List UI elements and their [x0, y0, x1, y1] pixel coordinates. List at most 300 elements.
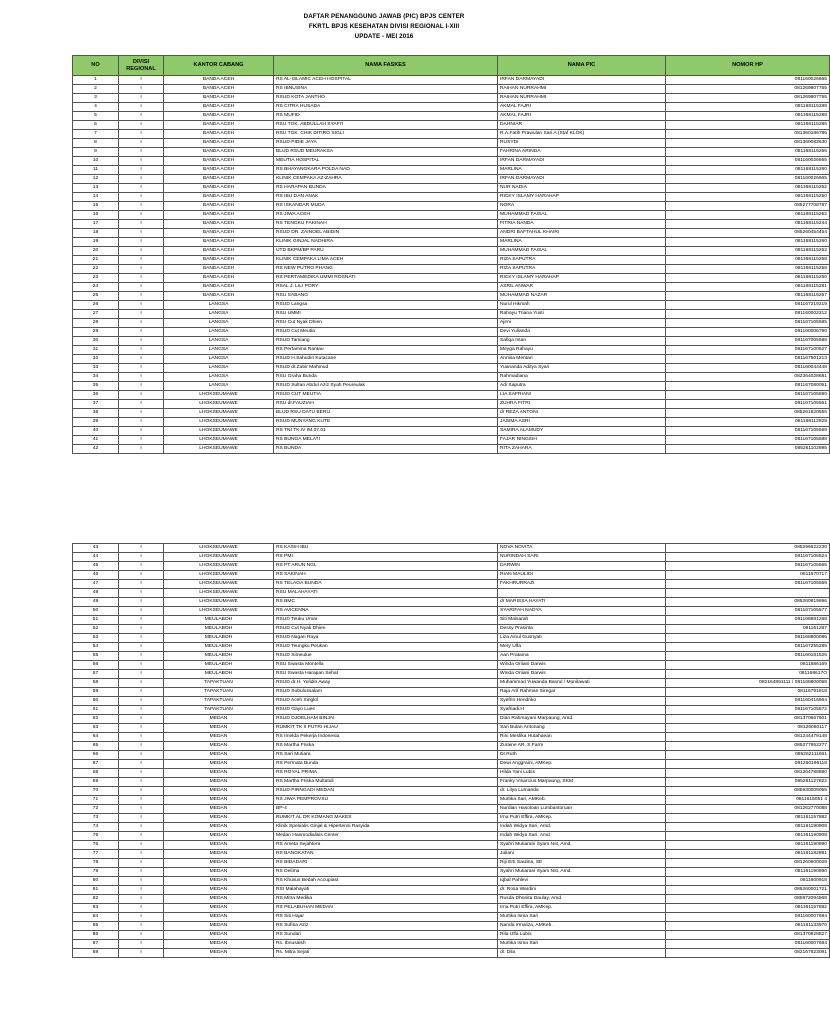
cell-kantor-cabang: MEULABOH: [164, 652, 274, 661]
cell-nama-pic: AKMAL FAJRI: [498, 103, 666, 112]
cell-kantor-cabang: MEULABOH: [164, 616, 274, 625]
cell-divisi-regional: I: [119, 346, 164, 355]
cell-nama-pic: DARWIN: [498, 562, 666, 571]
cell-no: 22: [73, 265, 119, 274]
cell-kantor-cabang: LANGSA: [164, 337, 274, 346]
cell-divisi-regional: I: [119, 895, 164, 904]
cell-no: 68: [73, 769, 119, 778]
cell-no: 43: [73, 544, 119, 553]
cell-nama-pic: RICKY ISLAMY HARAHAP: [498, 193, 666, 202]
cell-no: 79: [73, 868, 119, 877]
cell-kantor-cabang: LHOKSEUMAWE: [164, 607, 274, 616]
cell-nama-faskes: RS SAKINAH: [274, 571, 498, 580]
table-row: [73, 256, 830, 265]
table-row: [73, 724, 830, 733]
cell-divisi-regional: I: [119, 409, 164, 418]
cell-nomor-hp: 0811670717: [666, 571, 830, 580]
cell-kantor-cabang: MEDAN: [164, 742, 274, 751]
cell-divisi-regional: I: [119, 949, 164, 958]
cell-no: 63: [73, 724, 119, 733]
cell-nama-pic: Aan Pratama: [498, 652, 666, 661]
cell-nama-faskes: RSUD MUNYANG KUTE: [274, 418, 498, 427]
cell-nama-faskes: RS Sari Mutiara: [274, 751, 498, 760]
cell-kantor-cabang: BANDA ACEH: [164, 130, 274, 139]
table-row: [73, 328, 830, 337]
header-kantor-cabang: KANTOR CABANG: [164, 56, 274, 76]
table-row: [73, 715, 830, 724]
cell-kantor-cabang: MEDAN: [164, 733, 274, 742]
cell-no: 66: [73, 751, 119, 760]
cell-divisi-regional: I: [119, 724, 164, 733]
table-row: [73, 94, 830, 103]
cell-no: 71: [73, 796, 119, 805]
cell-nomor-hp: 081160007684: [666, 940, 830, 949]
cell-kantor-cabang: MEULABOH: [164, 670, 274, 679]
cell-nama-faskes: RS Martha Friska: [274, 742, 498, 751]
cell-no: 56: [73, 661, 119, 670]
cell-nomor-hp: 081167255285: [666, 643, 830, 652]
cell-divisi-regional: I: [119, 112, 164, 121]
table-row: [73, 859, 830, 868]
pic-table-part-1: [72, 55, 830, 454]
table-row: [73, 193, 830, 202]
cell-nomor-hp: 081161133970: [666, 922, 830, 931]
cell-nomor-hp: 0811600918: [666, 877, 830, 886]
table-row: [73, 778, 830, 787]
cell-nama-faskes: Rs. Mitra Sejati: [274, 949, 498, 958]
cell-nama-pic: IRFAN DARMAYADI: [498, 175, 666, 184]
cell-nama-pic: Riji Erti Saulina, SE: [498, 859, 666, 868]
table-row: [73, 400, 830, 409]
cell-no: 39: [73, 418, 119, 427]
cell-no: 44: [73, 553, 119, 562]
table-row: [73, 562, 830, 571]
cell-nama-faskes: RSUD Subulussalam: [274, 688, 498, 697]
cell-no: 11: [73, 166, 119, 175]
cell-nama-pic: RITA ZAHARA: [498, 445, 666, 454]
cell-divisi-regional: I: [119, 571, 164, 580]
cell-nama-faskes: RSUD Langsa: [274, 301, 498, 310]
cell-divisi-regional: I: [119, 103, 164, 112]
cell-nomor-hp: 081168115262: [666, 247, 830, 256]
cell-divisi-regional: I: [119, 400, 164, 409]
cell-divisi-regional: I: [119, 283, 164, 292]
cell-nama-pic: FAHRINA ARINDA: [498, 148, 666, 157]
cell-nama-faskes: RSUD Cut Nyak Dhien: [274, 625, 498, 634]
cell-divisi-regional: I: [119, 589, 164, 598]
cell-divisi-regional: I: [119, 931, 164, 940]
cell-nomor-hp: 081269807755: [666, 85, 830, 94]
cell-nama-pic: Syahri Mutiarani Syam Nst, Amd.: [498, 841, 666, 850]
cell-divisi-regional: I: [119, 364, 164, 373]
cell-nama-pic: Syafriadi.H: [498, 706, 666, 715]
table-row: [73, 247, 830, 256]
cell-nama-pic: IRFAN DARMAYADI: [498, 76, 666, 85]
cell-nomor-hp: 0811615051 4: [666, 796, 830, 805]
cell-no: 80: [73, 877, 119, 886]
table-row: [73, 922, 830, 931]
cell-no: 27: [73, 310, 119, 319]
cell-nomor-hp: 081168115288: [666, 112, 830, 121]
cell-nama-faskes: KLINIK CEMPAKA AZ-ZAHRA: [274, 175, 498, 184]
cell-kantor-cabang: MEDAN: [164, 841, 274, 850]
cell-divisi-regional: I: [119, 355, 164, 364]
cell-kantor-cabang: MEULABOH: [164, 643, 274, 652]
cell-no: 41: [73, 436, 119, 445]
cell-divisi-regional: I: [119, 625, 164, 634]
table-row: [73, 319, 830, 328]
cell-nama-faskes: RSAL J. LILI PORY: [274, 283, 498, 292]
table-row: [73, 148, 830, 157]
cell-divisi-regional: I: [119, 247, 164, 256]
cell-no: 4: [73, 103, 119, 112]
table-row: [73, 292, 830, 301]
cell-no: 20: [73, 247, 119, 256]
cell-nama-pic: ANDRI BAFTAHUL KHAIRI: [498, 229, 666, 238]
cell-no: 73: [73, 814, 119, 823]
cell-no: 8: [73, 139, 119, 148]
cell-nomor-hp: 081168115244: [666, 220, 830, 229]
cell-kantor-cabang: LHOKSEUMAWE: [164, 445, 274, 454]
cell-nama-faskes: RS PMI: [274, 553, 498, 562]
cell-no: 18: [73, 229, 119, 238]
cell-divisi-regional: I: [119, 130, 164, 139]
cell-no: 29: [73, 328, 119, 337]
cell-nama-faskes: RS PELABUHAN MEDAN: [274, 904, 498, 913]
cell-nama-faskes: RS BUNDA: [274, 445, 498, 454]
cell-divisi-regional: I: [119, 211, 164, 220]
cell-divisi-regional: I: [119, 760, 164, 769]
cell-nama-pic: Winda Oriiani Darwis: [498, 661, 666, 670]
cell-nama-faskes: RS PERTAMEDIKA UMMI ROSNATI: [274, 274, 498, 283]
cell-divisi-regional: I: [119, 265, 164, 274]
cell-nama-faskes: RSU SABANG: [274, 292, 498, 301]
table-row: [73, 940, 830, 949]
cell-nama-pic: Irna Putri Effira, AMKep.: [498, 814, 666, 823]
cell-no: 65: [73, 742, 119, 751]
cell-nomor-hp: 081168617O: [666, 670, 830, 679]
cell-nomor-hp: 081161182881: [666, 850, 830, 859]
cell-no: 62: [73, 715, 119, 724]
cell-nama-faskes: Medan Haemodialisis Center: [274, 832, 498, 841]
cell-divisi-regional: I: [119, 850, 164, 859]
cell-nomor-hp: 081168115258: [666, 265, 830, 274]
cell-divisi-regional: I: [119, 652, 164, 661]
cell-no: 57: [73, 670, 119, 679]
cell-kantor-cabang: LHOKSEUMAWE: [164, 544, 274, 553]
cell-nama-pic: Rini Meslika Hutahaean: [498, 733, 666, 742]
cell-divisi-regional: I: [119, 85, 164, 94]
cell-nomor-hp: 081160181525: [666, 652, 830, 661]
cell-no: 53: [73, 634, 119, 643]
table-row: [73, 553, 830, 562]
cell-nama-pic: Rahmadiana: [498, 373, 666, 382]
table-row: [73, 571, 830, 580]
cell-nama-faskes: RSUD Aceh Singkil: [274, 697, 498, 706]
cell-no: 9: [73, 148, 119, 157]
cell-nama-faskes: RSUD H.Sahudin Kutacane: [274, 355, 498, 364]
cell-divisi-regional: I: [119, 94, 164, 103]
cell-nama-pic: FAJAR NINGSIH: [498, 436, 666, 445]
cell-nomor-hp: 081161157882: [666, 904, 830, 913]
cell-nama-pic: dr. Rosa Wardini: [498, 886, 666, 895]
cell-nama-pic: Safiqa Intan: [498, 337, 666, 346]
cell-nama-faskes: RS NEW PUTRO PHANG: [274, 265, 498, 274]
cell-kantor-cabang: BANDA ACEH: [164, 211, 274, 220]
cell-divisi-regional: I: [119, 769, 164, 778]
table-row: [73, 418, 830, 427]
cell-nomor-hp: 081160007684: [666, 913, 830, 922]
table-row: [73, 679, 830, 688]
table-row: [73, 787, 830, 796]
cell-nama-pic: MUHAMMAD NAZAR: [498, 292, 666, 301]
cell-nomor-hp: 085296622230: [666, 544, 830, 553]
cell-nama-faskes: BLUD RSU DATU BERU: [274, 409, 498, 418]
table-row: [73, 832, 830, 841]
table-row: [73, 580, 830, 589]
cell-divisi-regional: I: [119, 238, 164, 247]
cell-nomor-hp: 081160026665: [666, 175, 830, 184]
cell-nama-faskes: RS Mitra Medika: [274, 895, 498, 904]
cell-nama-faskes: RS TENGKU FAKINAH: [274, 220, 498, 229]
cell-kantor-cabang: BANDA ACEH: [164, 121, 274, 130]
cell-nomor-hp: 081360186786: [666, 130, 830, 139]
cell-nomor-hp: 081168115285: [666, 121, 830, 130]
table-row: [73, 238, 830, 247]
table-row: [73, 643, 830, 652]
cell-nama-faskes: RS BIDADARI: [274, 859, 498, 868]
cell-nama-pic: JASIMA ASRI: [498, 418, 666, 427]
cell-nama-pic: Ajirni: [498, 319, 666, 328]
cell-nama-faskes: RSU TGK. ABDULLAH SYAFI'I: [274, 121, 498, 130]
cell-kantor-cabang: MEULABOH: [164, 634, 274, 643]
cell-kantor-cabang: MEDAN: [164, 760, 274, 769]
cell-kantor-cabang: BANDA ACEH: [164, 103, 274, 112]
cell-kantor-cabang: LHOKSEUMAWE: [164, 418, 274, 427]
cell-no: 1: [73, 76, 119, 85]
cell-no: 14: [73, 193, 119, 202]
cell-nama-faskes: RSUD DJOELHAM BINJAI: [274, 715, 498, 724]
cell-nomor-hp: 081168800086: [666, 634, 830, 643]
cell-nomor-hp: [666, 589, 830, 598]
cell-nama-pic: MARLINA: [498, 238, 666, 247]
cell-no: 6: [73, 121, 119, 130]
cell-nama-pic: Rahayu Triana Yusti: [498, 310, 666, 319]
cell-nama-faskes: RS PT ARUN NGL: [274, 562, 498, 571]
cell-nama-faskes: RSUD dr.Zubir Mahmud: [274, 364, 498, 373]
cell-divisi-regional: I: [119, 841, 164, 850]
cell-divisi-regional: I: [119, 607, 164, 616]
cell-kantor-cabang: TAPAKTUAN: [164, 679, 274, 688]
cell-kantor-cabang: MEDAN: [164, 940, 274, 949]
table-header-row: [73, 56, 830, 76]
cell-nama-pic: RAIHAN NURRAHMI: [498, 94, 666, 103]
cell-nama-pic: NUR NADIA: [498, 184, 666, 193]
cell-nama-pic: dr REZA ANTONI: [498, 409, 666, 418]
cell-no: 16: [73, 211, 119, 220]
cell-nama-pic: NORA: [498, 202, 666, 211]
table-row: [73, 697, 830, 706]
cell-nomor-hp: 081161190890: [666, 841, 830, 850]
cell-no: 36: [73, 391, 119, 400]
cell-nama-pic: Dian Rahmayani Marpaung, Amd.: [498, 715, 666, 724]
cell-no: 5: [73, 112, 119, 121]
cell-nama-pic: Franky Vinarcius Marpaung, SKM: [498, 778, 666, 787]
cell-nama-pic: Dr.Ruth: [498, 751, 666, 760]
table-row: [73, 688, 830, 697]
cell-nama-pic: Murtika Isma Sari: [498, 940, 666, 949]
cell-no: 45: [73, 562, 119, 571]
cell-no: 23: [73, 274, 119, 283]
cell-no: 52: [73, 625, 119, 634]
cell-nomor-hp: 081161190890: [666, 868, 830, 877]
cell-nama-pic: Raja Arif Rahman Siregar: [498, 688, 666, 697]
table-row: [73, 301, 830, 310]
table-row: [73, 355, 830, 364]
table-row: [73, 913, 830, 922]
cell-nama-faskes: RSUD Gayo Lues: [274, 706, 498, 715]
cell-nama-faskes: BLUD RSUD MEURAKSA: [274, 148, 498, 157]
cell-nomor-hp: 085930009055: [666, 787, 830, 796]
cell-nama-pic: SAMIRA ALAMUDY: [498, 427, 666, 436]
cell-nomor-hp: 081167105590: [666, 391, 830, 400]
cell-nomor-hp: 081168115267: [666, 292, 830, 301]
cell-kantor-cabang: BANDA ACEH: [164, 247, 274, 256]
header-no: NO: [73, 56, 119, 76]
table-row: [73, 616, 830, 625]
cell-nama-pic: MARLINA: [498, 166, 666, 175]
table-row: [73, 229, 830, 238]
table-row: [73, 760, 830, 769]
cell-kantor-cabang: MEDAN: [164, 814, 274, 823]
cell-no: 46: [73, 571, 119, 580]
cell-nomor-hp: 081160002212: [666, 310, 830, 319]
cell-divisi-regional: I: [119, 121, 164, 130]
cell-kantor-cabang: LHOKSEUMAWE: [164, 562, 274, 571]
cell-divisi-regional: I: [119, 175, 164, 184]
cell-kantor-cabang: BANDA ACEH: [164, 283, 274, 292]
cell-divisi-regional: I: [119, 832, 164, 841]
cell-divisi-regional: I: [119, 337, 164, 346]
cell-no: 34: [73, 373, 119, 382]
table-row: [73, 949, 830, 958]
table-row: [73, 220, 830, 229]
cell-no: 85: [73, 922, 119, 931]
cell-divisi-regional: I: [119, 742, 164, 751]
cell-divisi-regional: I: [119, 274, 164, 283]
cell-kantor-cabang: MEDAN: [164, 904, 274, 913]
table-row: [73, 886, 830, 895]
cell-kantor-cabang: MEDAN: [164, 724, 274, 733]
cell-nomor-hp: 081168115250: [666, 193, 830, 202]
cell-nama-pic: Irna Putri Effira, AMKep.: [498, 904, 666, 913]
cell-divisi-regional: I: [119, 220, 164, 229]
cell-divisi-regional: I: [119, 697, 164, 706]
cell-divisi-regional: I: [119, 166, 164, 175]
cell-nomor-hp: 08116791818: [666, 688, 830, 697]
table-row: [73, 283, 830, 292]
cell-no: 19: [73, 238, 119, 247]
document-header: [0, 12, 768, 42]
table-row: [73, 805, 830, 814]
cell-nomor-hp: 081167105572: [666, 706, 830, 715]
cell-kantor-cabang: MEDAN: [164, 715, 274, 724]
cell-divisi-regional: I: [119, 184, 164, 193]
table-row: [73, 751, 830, 760]
cell-nama-faskes: RSUD Nagan Raya: [274, 634, 498, 643]
cell-nama-faskes: Rs. Ibnusalsh: [274, 940, 498, 949]
cell-kantor-cabang: BANDA ACEH: [164, 184, 274, 193]
cell-nomor-hp: 081160044448: [666, 364, 830, 373]
cell-nama-faskes: RSUD Cut Meutia: [274, 328, 498, 337]
cell-no: 38: [73, 409, 119, 418]
cell-kantor-cabang: TAPAKTUAN: [164, 688, 274, 697]
table-row: [73, 130, 830, 139]
table-row: [73, 670, 830, 679]
cell-no: 76: [73, 841, 119, 850]
cell-no: 42: [73, 445, 119, 454]
cell-nomor-hp: 08126060117: [666, 724, 830, 733]
cell-nama-faskes: RS ISKANDAR MUDA: [274, 202, 498, 211]
cell-kantor-cabang: MEULABOH: [164, 661, 274, 670]
table-row: [73, 121, 830, 130]
cell-nama-faskes: RSUD PIRNGADI MEDAN: [274, 787, 498, 796]
cell-nama-pic: Adi Saputra: [498, 382, 666, 391]
cell-divisi-regional: I: [119, 913, 164, 922]
cell-nomor-hp: 081168115262: [666, 211, 830, 220]
cell-nomor-hp: 081167100527: [666, 346, 830, 355]
cell-nama-faskes: RUMKIT TK II PUTRI HIJAU: [274, 724, 498, 733]
cell-kantor-cabang: MEDAN: [164, 796, 274, 805]
title-line-1: DAFTAR PENANGGUNG JAWAB (PIC) BPJS CENTER: [303, 13, 465, 20]
cell-nama-faskes: RS HARAPAN BUNDA: [274, 184, 498, 193]
cell-kantor-cabang: TAPAKTUAN: [164, 706, 274, 715]
cell-nomor-hp: 081168115250: [666, 274, 830, 283]
table-row: [73, 166, 830, 175]
cell-kantor-cabang: BANDA ACEH: [164, 85, 274, 94]
cell-nomor-hp: 085872094568: [666, 895, 830, 904]
cell-divisi-regional: I: [119, 202, 164, 211]
cell-nama-pic: Hilda Yani Lubis: [498, 769, 666, 778]
cell-nama-pic: Murtika Sari, AMKeb.: [498, 796, 666, 805]
cell-nama-faskes: RSU Swasta Montella: [274, 661, 498, 670]
cell-no: 12: [73, 175, 119, 184]
cell-divisi-regional: I: [119, 193, 164, 202]
cell-nama-faskes: RS CITRA HUSADA: [274, 103, 498, 112]
cell-kantor-cabang: BANDA ACEH: [164, 148, 274, 157]
table-row: [73, 607, 830, 616]
cell-nomor-hp: 081167105588: [666, 436, 830, 445]
cell-nomor-hp: 081168115258: [666, 256, 830, 265]
cell-nomor-hp: 081167080051: [666, 382, 830, 391]
cell-nama-faskes: RS Martha Friska Multatuli: [274, 778, 498, 787]
cell-nama-faskes: RS JIWA PEMPROVSU: [274, 796, 498, 805]
cell-no: 35: [73, 382, 119, 391]
table-row: [73, 895, 830, 904]
table-row: [73, 634, 830, 643]
cell-nama-faskes: RSUD Simeulue: [274, 652, 498, 661]
cell-no: 54: [73, 643, 119, 652]
cell-divisi-regional: I: [119, 814, 164, 823]
cell-kantor-cabang: MEDAN: [164, 868, 274, 877]
cell-no: 88: [73, 949, 119, 958]
cell-no: 70: [73, 787, 119, 796]
table-row: [73, 427, 830, 436]
table-row: [73, 877, 830, 886]
cell-nomor-hp: 081360083630: [666, 139, 830, 148]
cell-nama-faskes: RSU UMMI: [274, 310, 498, 319]
cell-nama-faskes: RS Permata Bunda: [274, 760, 498, 769]
